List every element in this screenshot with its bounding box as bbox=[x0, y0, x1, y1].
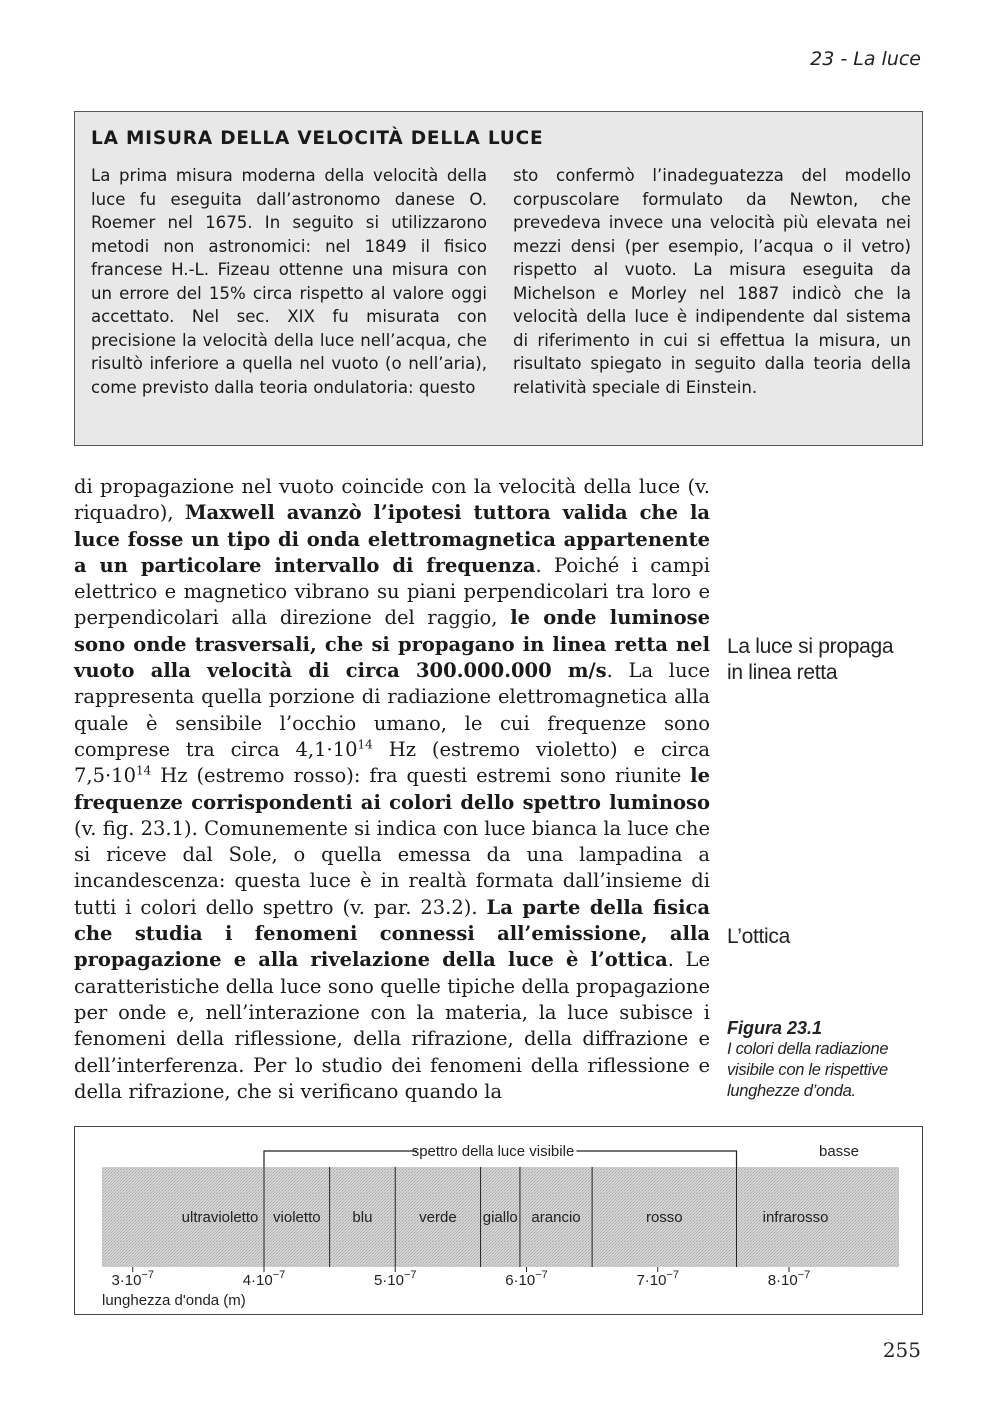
figure-caption-text: I colori della radiazione visibile con le rispettive lunghezze d’onda. bbox=[727, 1040, 889, 1100]
main-text-segment: . Poiché i campi elettrico e magnetico vibrano su piani perpendicolari tra loro e perpendicolari alla direzione del raggio, bbox=[74, 553, 710, 630]
tick-label: $8\cdot 10^{-7}$ bbox=[767, 1269, 811, 1289]
figure-caption bbox=[727, 1017, 927, 1102]
main-text-bold: Maxwell avanzò l’ipotesi tuttora valida che la luce fosse un tipo di onda elettromagnetica appartenente a un particolare intervallo di frequenza bbox=[74, 501, 711, 577]
exponent: 14 bbox=[357, 737, 373, 752]
band-label-verde: verde bbox=[419, 1209, 457, 1226]
band-label-giallo: giallo bbox=[482, 1209, 518, 1226]
band-label-rosso: rosso bbox=[645, 1209, 683, 1226]
band-label-arancio: arancio bbox=[531, 1209, 581, 1226]
spectrum-diagram bbox=[75, 1127, 922, 1314]
tick-label: $5\cdot 10^{-7}$ bbox=[373, 1269, 417, 1289]
main-text-segment: Hz (estremo violetto) e circa 7,5·10 bbox=[74, 737, 710, 788]
exponent: 14 bbox=[136, 763, 152, 778]
info-box bbox=[74, 111, 923, 446]
band-label-ultravioletto: ultravioletto bbox=[181, 1209, 259, 1226]
low-frequency-label: basse bbox=[818, 1143, 860, 1160]
tick-label: $3\cdot 10^{-7}$ bbox=[111, 1269, 155, 1289]
page-number: 255 bbox=[882, 1338, 921, 1362]
band-label-infrarosso: infrarosso bbox=[762, 1209, 829, 1226]
main-text-segment: La luce rappresenta quella porzione di radiazione elettromagnetica alla quale è sensibile l’occhio umano, le cui frequenze sono comprese tra circa 4,1·10 bbox=[74, 659, 711, 761]
info-box-title: LA MISURA DELLA VELOCITÀ DELLA LUCE bbox=[91, 128, 544, 149]
main-text-bold: La parte della fisica che studia i fenomeni connessi all’emissione, alla propagazione e alla rivelazione della luce è l’ottica bbox=[74, 895, 711, 972]
main-text bbox=[74, 474, 710, 1105]
band-label-violetto: violetto bbox=[273, 1209, 321, 1226]
spectrum-label: spettro della luce visibile bbox=[411, 1143, 575, 1160]
main-text-segment: . Le caratteristiche della luce sono quelle tipiche della propagazione per onde e, nell’interazione con la materia, la luce subisce i fenomeni della riflessione, della rifrazione, della diffrazione e dell’interferenza. Per lo studio dei fenomeni della riflessione e della rifrazione, che si verificano quando la bbox=[74, 948, 710, 1103]
main-text-segment: (v. fig. 23.1). Comunemente si indica con luce bianca la luce che si riceve dal Sole, o quella emessa da una lampadina a incandescenza: questa luce è in realtà formata dall’insieme di tutti i colori dello spettro (v. par. 23.2). bbox=[74, 816, 710, 919]
main-text-segment: di propagazione nel vuoto coincide con la velocità della luce (v. riquadro), bbox=[74, 475, 710, 525]
tick-label: $4\cdot 10^{-7}$ bbox=[242, 1269, 286, 1289]
axis-label: lunghezza d'onda (m) bbox=[102, 1292, 246, 1309]
info-box-column-left: La prima misura moderna della velocità della luce fu eseguita dall’astronomo danese O. Roemer nel 1675. In seguito si utilizzarono metodi non astronomici: nel 1849 il fisico francese H.-L. Fizeau ottenne una misura con un errore del 15% circa rispetto al valore oggi accettato. Nel sec. XIX fu misurata con precisione la velocità della luce nell’acqua, che risultò inferiore a quella nel vuoto (o nell’aria), come previsto dalla teoria ondulatoria: questo bbox=[91, 166, 487, 397]
main-text-bold: le onde luminose sono onde trasversali, che si propagano in linea retta nel vuoto alla velocità di circa 300.000.000 m/s bbox=[74, 606, 710, 683]
band-label-blu: blu bbox=[352, 1209, 373, 1226]
main-text-bold: le frequenze corrispondenti ai colori dello spettro luminoso bbox=[74, 764, 710, 814]
main-text-segment: . bbox=[606, 659, 613, 683]
info-box-column-right: sto confermò l’inadeguatezza del modello corpuscolare formulato da Newton, che prevedeva invece una velocità più elevata nei mezzi densi (per esempio, l’acqua o il vetro) rispetto al vuoto. La misura eseguita da Michelson e Morley nel 1887 indicò che la velocità della luce è indipendente dal sistema di riferimento in cui si effettua la misura, un risultato spiegato in seguito dalla teoria della relatività speciale di Einstein. bbox=[513, 166, 911, 397]
margin-note-propagation: La luce si propaga in linea retta bbox=[727, 635, 894, 684]
tick-label: $6\cdot 10^{-7}$ bbox=[505, 1269, 548, 1289]
main-text-segment: Hz (estremo rosso): fra questi estremi sono riunite bbox=[151, 764, 691, 788]
margin-note-optics: L’ottica bbox=[727, 925, 790, 948]
tick-label: $7\cdot 10^{-7}$ bbox=[636, 1269, 680, 1289]
spectrum-figure bbox=[74, 1126, 923, 1315]
figure-caption-title: Figura 23.1 bbox=[727, 1018, 823, 1038]
chapter-header: 23 - La luce bbox=[810, 48, 921, 70]
